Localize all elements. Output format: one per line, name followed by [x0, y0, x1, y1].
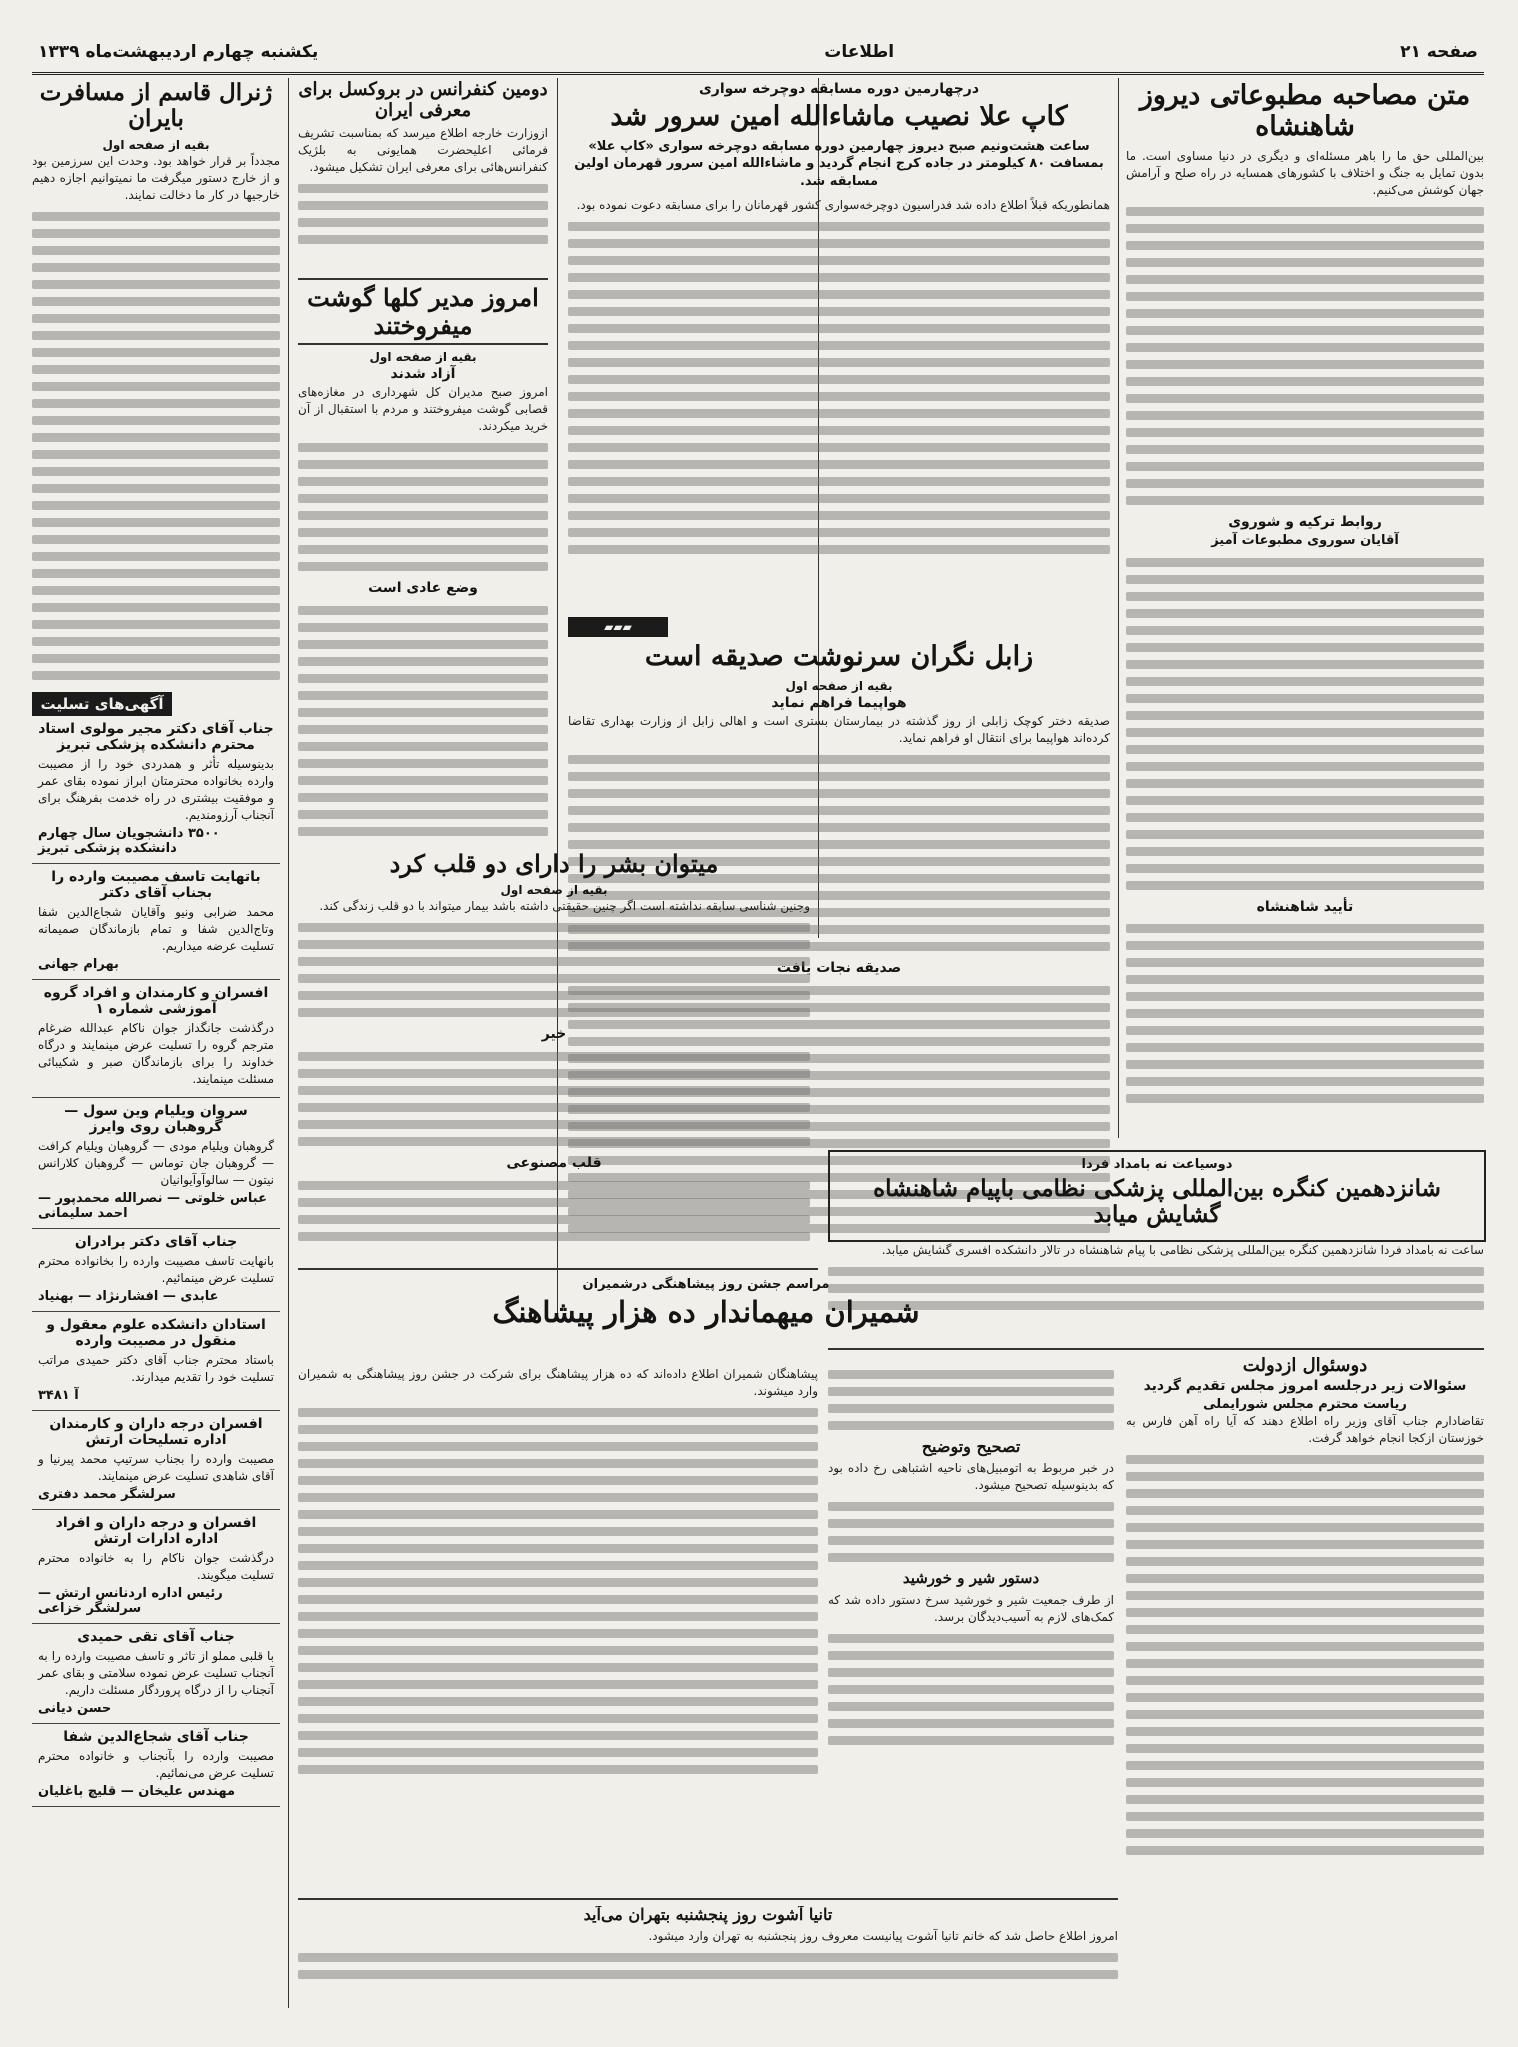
article-kicker: درچهارمین دوره مسابقه دوچرخه سواری — [698, 81, 980, 97]
article-kicker: مراسم جشن روز پیشاهنگی درشمیران — [582, 1277, 830, 1292]
newspaper-page — [32, 32, 1484, 2012]
article-congress — [828, 1150, 1486, 1242]
article-interview — [1126, 80, 1484, 1138]
condolence-notice — [32, 980, 280, 1098]
page-number: صفحه ۲۱ — [1400, 42, 1478, 62]
continued-note: بقیه از صفحه اول — [500, 882, 608, 897]
article-shemiran-head — [298, 1276, 1114, 1358]
notice-body: باستاد محترم جناب آقای دکتر حمیدی مراتب تسلیت خود را تقدیم میدارند. — [38, 1353, 274, 1384]
article-butchers — [298, 278, 548, 838]
notice-signature: عباس خلوتی — نصرالله محمدپور — احمد سلیمانی — [38, 1191, 267, 1221]
condolence-notice — [32, 1229, 280, 1312]
notice-title: استادان دانشکده علوم معقول و منقول در مصیبت وارده — [46, 1317, 266, 1349]
article-body: امروز صبح مدیران کل شهرداری در مغازه‌های قصابی گوشت میفروختند و مردم با استقبال از آن خرید میکردند. — [298, 385, 548, 434]
article-title: زابل نگران سرنوشت صدیقه است — [644, 641, 1034, 672]
notices-list — [32, 716, 280, 1807]
article-kicker: دوسیاعت نه بامداد فردا — [1081, 1157, 1233, 1172]
notice-title: افسران درجه داران و کارمندان اداره تسلیحات ارتش — [49, 1416, 263, 1448]
article-body: صدیقه دختر کوچک زابلی از روز گذشته در بیمارستان بستری است و اهالی زابل از وزارت بهداری تقاضا کرده‌اند هواپیما برای انتقال او فراهم نماید. — [568, 714, 1110, 746]
article-title: دستور شیر و خورشید — [902, 1569, 1040, 1588]
article-body: مجدداً بر قرار خواهد بود. وحدت این سرزمین بود و از خارج دستور میگرفت ما نمیتوانیم اجازه دهیم خارجیها در کار ما دخالت نمایند. — [32, 154, 280, 203]
continued-note: بقیه از صفحه اول — [102, 137, 210, 152]
article-title: امروز مدیر کلها گوشت میفروختند — [298, 278, 548, 345]
notice-body: بانهایت تاسف مصیبت وارده را بخانواده محترم تسلیت عرض مینمائیم. — [38, 1254, 274, 1285]
article-title: تصحیح وتوضیح — [921, 1437, 1021, 1456]
article-deck: ساعت هشت‌ونیم صبح دیروز چهارمین دوره مسابقه دوچرخه سواری «کاپ علا» بمسافت ۸۰ کیلومتر در جاده کرج انجام گردید و ماشاءالله امین سرور قهرمان اولین مسابقه شد. — [574, 138, 1104, 190]
notice-title: افسران و کارمندان و افراد گروه آموزشی شماره ۱ — [43, 985, 269, 1017]
notice-signature: مهندس علیخان — قلیچ باغلیان — [38, 1784, 236, 1799]
article-body: پیشاهنگان شمیران اطلاع داده‌اند که ده هزار پیشاهنگ برای شرکت در جشن روز پیشاهنگی به شمیران وارد میشوند. — [298, 1367, 818, 1398]
notice-signature: عابدی — افشارنژاد — بهنیاد — [38, 1289, 219, 1304]
article-body: وجنین شناسی سابقه نداشته است اگر چنین حقیقتی داشته باشد بیمار میتواند با دو قلب زندگی کند. — [319, 898, 810, 913]
notice-title: جناب آقای تقی حمیدی — [77, 1629, 235, 1645]
notice-signature: بهرام جهانی — [38, 957, 119, 972]
section-tag: ▰▰▰ — [568, 617, 668, 637]
article-race — [568, 80, 1110, 605]
article-title: دوسئوال ازدولت — [1242, 1356, 1368, 1376]
section-subtitle: صدیقه نجات یافت — [776, 960, 902, 977]
section-subtitle: آزاد شدند — [390, 366, 456, 383]
article-body: امروز اطلاع حاصل شد که خانم تانیا آشوت پیانیست معروف روز پنجشنبه به تهران وارد میشود. — [648, 1929, 1118, 1944]
section-subtitle: ریاست محترم مجلس شورایملی — [1203, 1396, 1407, 1412]
notice-signature: حسن دیانی — [38, 1701, 112, 1716]
notices-header: آگهی‌های تسلیت — [32, 692, 172, 716]
notice-body: مصیبت وارده را بجناب سرتیپ محمد پیرنیا و آقای شاهدی تسلیت عرض مینمایند. — [38, 1452, 274, 1483]
condolence-notice — [32, 1724, 280, 1807]
notice-body: گروهبان ویلیام مودی — گروهبان ویلیام کرافت — گروهبان جان توماس — گروهبان کلارانس نیتون — سالوآوآیوانیان — [38, 1139, 274, 1187]
section-rule — [298, 1898, 1118, 1900]
article-correction — [828, 1362, 1114, 1882]
section-subtitle: خیر — [541, 1025, 567, 1042]
article-title: دومین کنفرانس در بروکسل برای معرفی ایران — [298, 80, 548, 121]
paper-name: اطلاعات — [824, 42, 895, 62]
section-subtitle: هواپیما فراهم نماید — [771, 695, 907, 712]
continued-note: بقیه از صفحه اول — [785, 679, 893, 694]
article-deck: سئوالات زیر درجلسه امروز مجلس تقدیم گردید — [1143, 1377, 1467, 1394]
article-qasim — [32, 80, 280, 680]
article-title: تانیا آشوت روز پنجشنبه بتهران می‌آید — [583, 1906, 833, 1924]
section-subtitle: وضع عادی است — [368, 580, 478, 597]
condolence-notice — [32, 864, 280, 980]
article-shemiran-body — [298, 1366, 818, 1886]
article-brussels — [298, 80, 548, 266]
notice-title: جناب آقای شجاع‌الدین شفا — [63, 1729, 249, 1745]
masthead — [32, 32, 1484, 75]
condolence-notice — [32, 1312, 280, 1411]
article-questions — [1126, 1356, 1484, 2008]
notice-title: سروان ویلیام وین سول — گروهبان روی وایرز — [64, 1103, 248, 1135]
notice-body: بدینوسیله تأثر و همدردی خود را از مصیبت وارده بخانواده محترمتان ابراز نموده بقای عمر و موفقیت بیشتری در راه خدمت بفرهنگ برای آنجناب آرزومندیم. — [38, 757, 274, 822]
article-title: شانزدهمین کنگره بین‌المللی پزشکی نظامی باپیام شاهنشاه گشایش میابد — [873, 1174, 1441, 1228]
article-body: بین‌المللی حق ما را باهر مسئله‌ای و دیگری در دنیا مساوی است. ما بدون تمایل به جنگ و اختلاف با کشورهای همسایه در راه صلح و آرامش جهان کوشش می‌کنیم. — [1126, 149, 1484, 198]
article-tanya — [298, 1906, 1118, 2008]
article-title: ژنرال قاسم از مسافرت بایران — [39, 80, 273, 133]
condolence-notice — [32, 1510, 280, 1624]
notice-body: محمد ضرابی ونیو وآقایان شجاع‌الدین شفا وتاج‌الدین شفا و تمام بازماندگان صمیمانه تسلیت عرضه میداریم. — [38, 905, 274, 953]
article-body: در خبر مربوط به اتومبیل‌های ناحیه اشتباهی رخ داده بود که بدینوسیله تصحیح میشود. — [828, 1461, 1114, 1493]
article-body: از طرف جمعیت شیر و خورشید سرخ دستور داده شد که کمک‌های لازم به آسیب‌دیدگان برسد. — [828, 1592, 1114, 1624]
section-subtitle: تأیید شاهنشاه — [1256, 898, 1354, 915]
article-body: ازوزارت خارجه اطلاع میرسد که بمناسبت تشریف فرمائی اعلیحضرت همایونی به بلژیک کنفرانس‌هائی برای معرفی ایران تشکیل میشود. — [298, 126, 548, 175]
section-subtitle: قلب مصنوعی — [506, 1154, 602, 1171]
article-title: متن مصاحبه مطبوعاتی دیروز شاهنشاه — [1139, 80, 1471, 143]
article-title: میتوان بشر را دارای دو قلب کرد — [389, 850, 719, 878]
notice-body: مصیبت وارده را بآنجناب و خانواده محترم تسلیت عرض می‌نمائیم. — [38, 1749, 274, 1780]
notice-title: جناب آقای دکتر برادران — [74, 1234, 238, 1250]
issue-date: یکشنبه چهارم اردیبهشت‌ماه ۱۳۳۹ — [38, 42, 319, 62]
notice-title: باتهایت تاسف مصیبت وارده را بجناب آقای دکتر — [51, 869, 261, 901]
column-rule — [288, 78, 289, 2008]
section-rule — [298, 1268, 818, 1270]
column-rule — [1118, 78, 1119, 1138]
article-body: ساعت نه بامداد فردا شانزدهمین کنگره بین‌المللی پزشکی نظامی با پیام شاهنشاه در تالار دانشکده افسری گشایش میابد. — [881, 1243, 1484, 1257]
article-title: کاپ علا نصیب ماشاءالله امین سرور شد — [610, 100, 1068, 132]
condolence-notice — [32, 1624, 280, 1724]
notice-signature: آ ۳۴۸۱ — [38, 1388, 79, 1403]
continued-note: بقیه از صفحه اول — [369, 350, 477, 365]
notice-body: با قلبی مملو از تاثر و تاسف مصیبت وارده را به آنجناب تسلیت عرض نموده سلامتی و بقای عمر آنجناب را از درگاه پروردگار مسئلت داریم. — [38, 1649, 274, 1697]
article-title: شمیران میهماندار ده هزار پیشاهنگ — [492, 1294, 920, 1329]
notice-signature: سرلشگر محمد دفتری — [38, 1487, 176, 1502]
article-body: همانطوریکه قبلاً اطلاع داده شد فدراسیون دوچرخه‌سواری کشور قهرمانان را برای مسابقه دعوت نموده بود. — [576, 197, 1110, 212]
condolence-notices — [32, 692, 280, 2008]
article-body: تقاضادارم جناب آقای وزیر راه اطلاع دهند که آیا راه آهن فارس به خوزستان ازکجا انجام خواهد گرفت. — [1126, 1414, 1484, 1446]
condolence-notice — [32, 1411, 280, 1510]
condolence-notice — [32, 716, 280, 864]
notice-body: درگذشت جانگداز جوان ناکام عبدالله ضرغام مترجم گروه را تسلیت عرض مینمایند و درگاه خداوند را برای بازماندگان صبر و شکیبائی مسئلت مینمایند. — [38, 1021, 274, 1086]
article-two-hearts — [298, 850, 810, 1256]
section-subtitle: روابط ترکیه و شوروی — [1228, 514, 1382, 531]
notice-signature: رئیس اداره اردنانس ارتش — سرلشگر خزاعی — [38, 1586, 223, 1616]
notice-title: جناب آقای دکتر مجیر مولوی استاد محترم دانشکده پزشکی تبریز — [38, 721, 274, 753]
notice-body: درگذشت جوان ناکام را به خانواده محترم تسلیت میگویند. — [38, 1551, 274, 1582]
condolence-notice — [32, 1098, 280, 1229]
notice-title: افسران و درجه داران و افراد اداره ادارات ارتش — [55, 1515, 257, 1547]
notice-signature: ۳۵۰۰ دانشجویان سال چهارم دانشکده پزشکی تبریز — [38, 826, 220, 856]
section-subtitle: آقایان سوروی مطبوعات آمیز — [1211, 532, 1399, 548]
